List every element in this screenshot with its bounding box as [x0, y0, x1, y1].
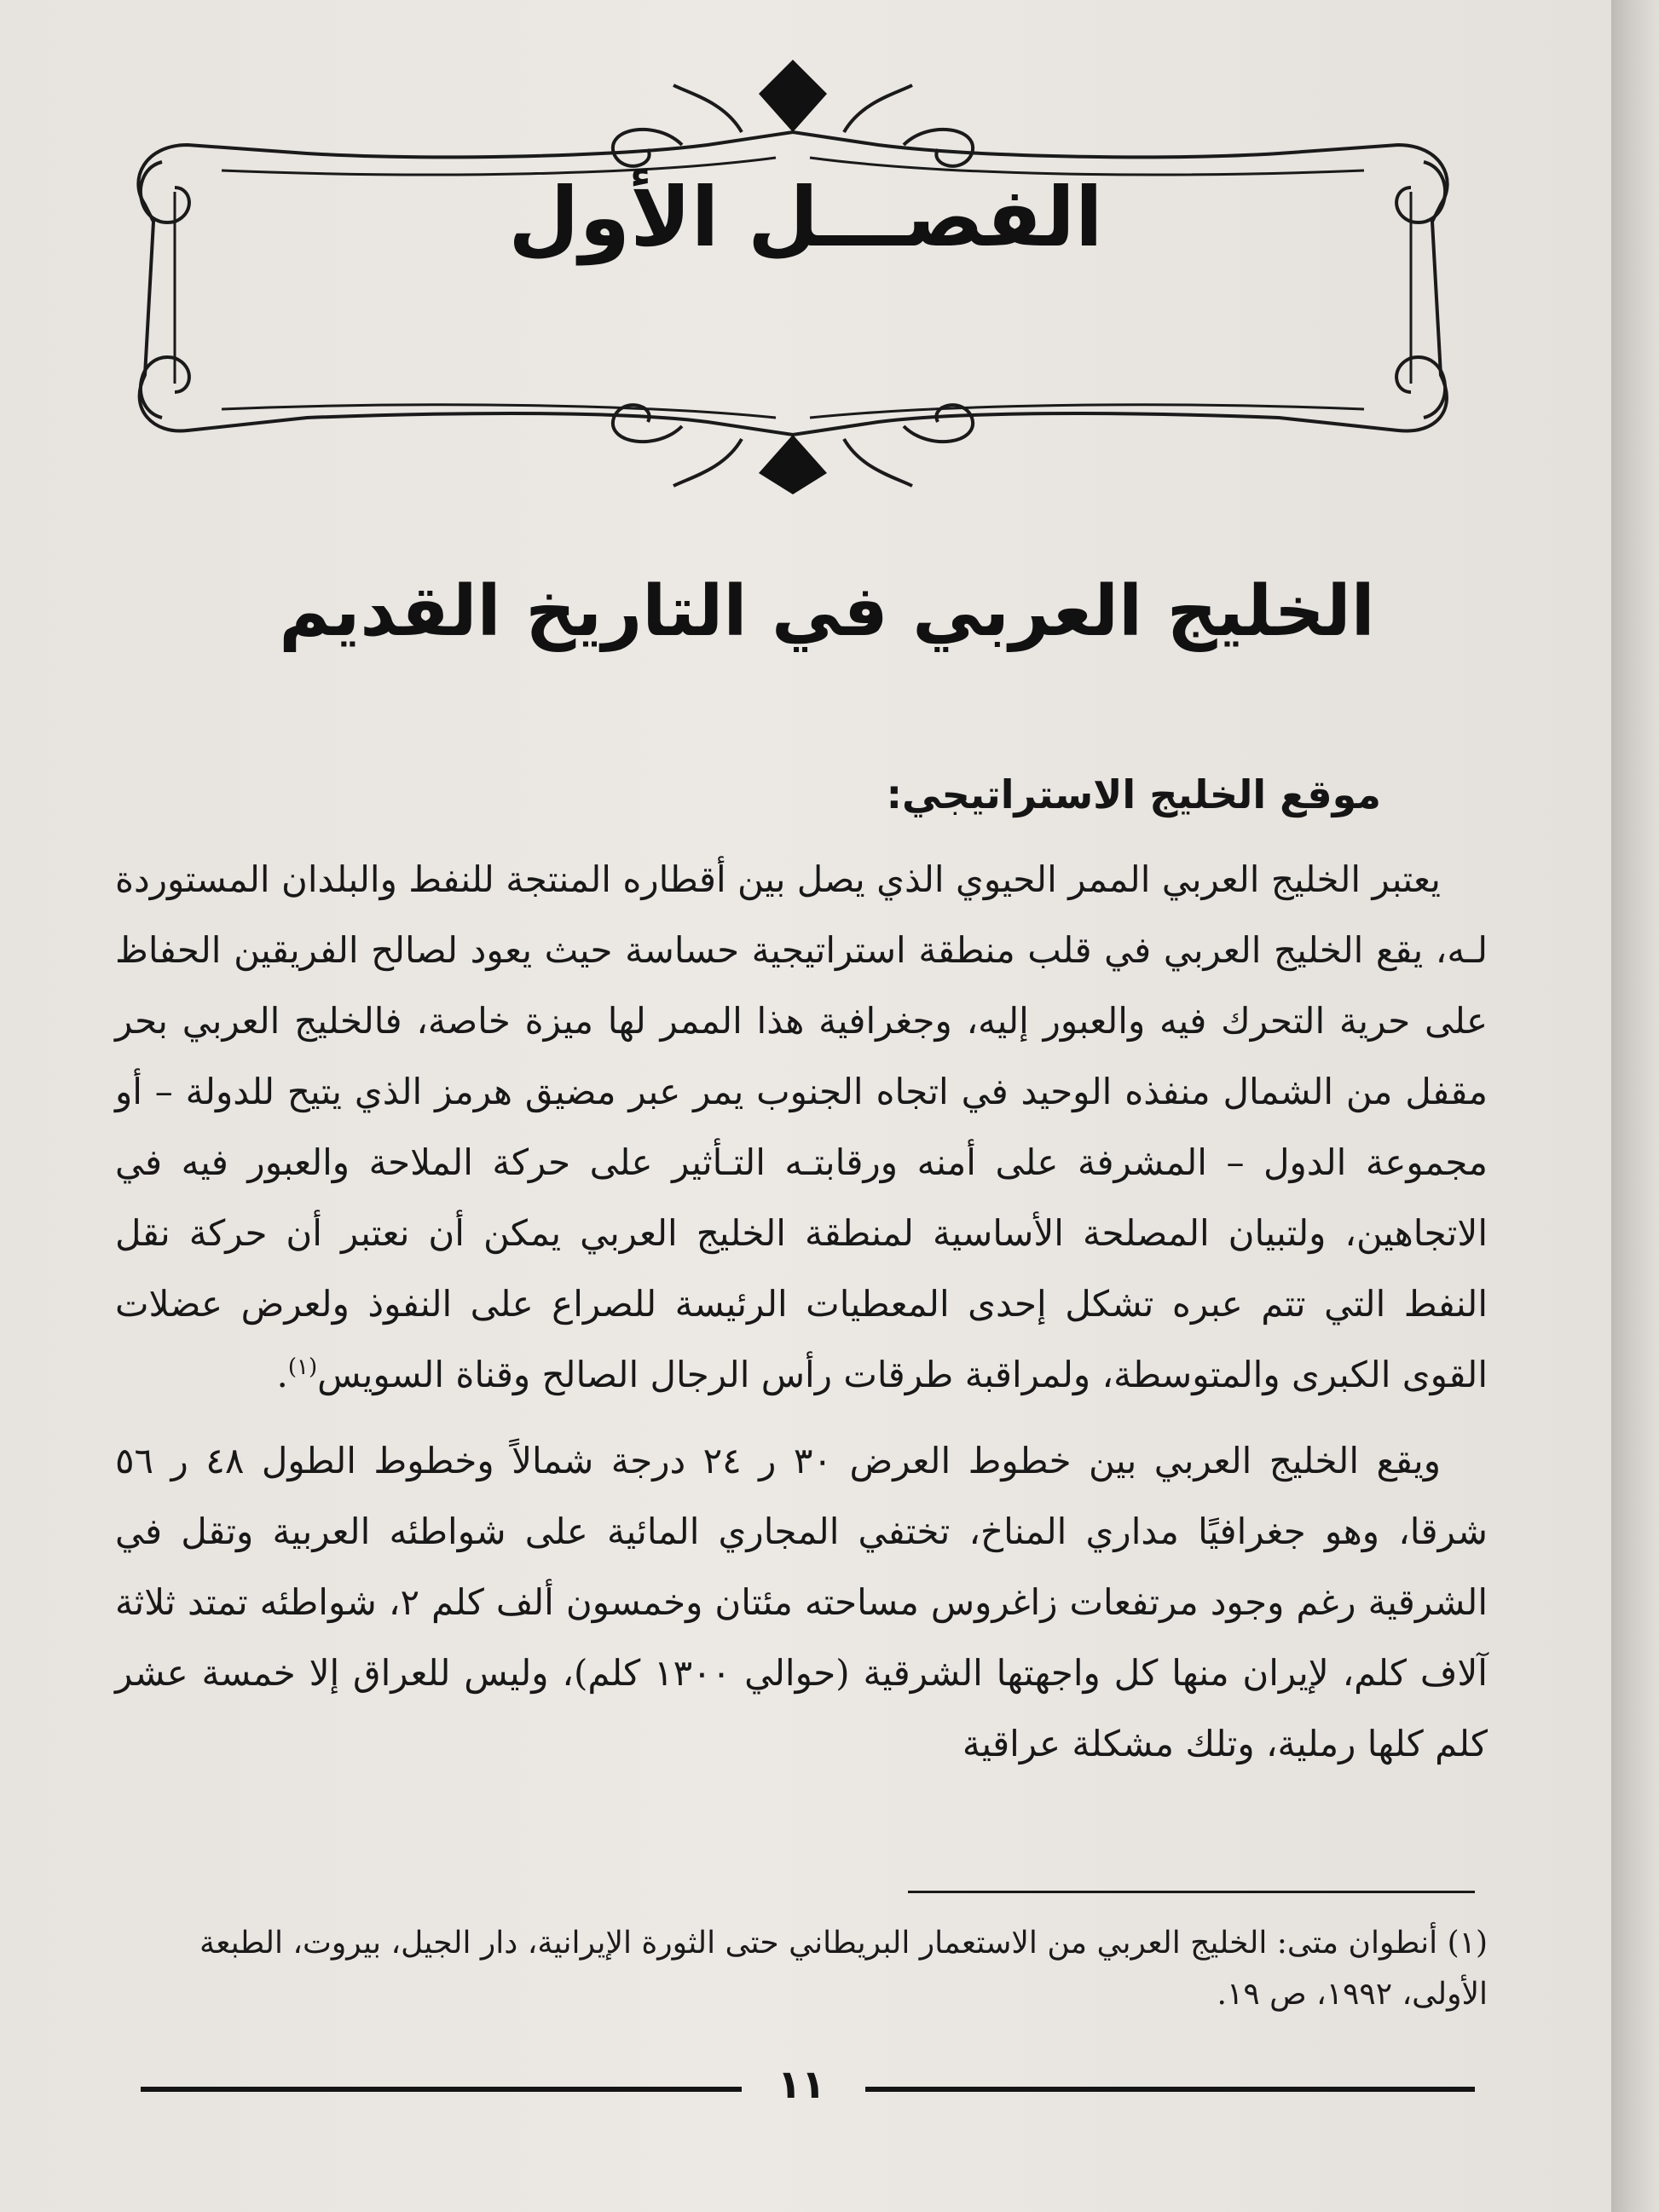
paragraph-text: يعتبر الخليج العربي الممر الحيوي الذي يصل بين أقطاره المنتجة للنفط والبلدان المستوردة لـه، يقع الخليج العربي في قلب منطقة استراتيجية حساسة حيث يعود لصالح الفريقين الحفاظ على حرية التحرك فيه والعبور إليه، وجغرافية هذا الممر لها ميزة خاصة، فالخليج العربي بحر مقفل من الشمال منفذه الوحيد في اتجاه الجنوب يمر عبر مضيق هرمز الذي يتيح للدولة – أو مجموعة الدول – المشرفة على أمنه ورقابتـه التـأثير على حركة الملاحة والعبور فيه في الاتجاهين، ولتبيان المصلحة الأساسية لمنطقة الخليج العربي يمكن أن نعتبر أن حركة نقل النفط التي تتم عبره تشكل إحدى المعطيات الرئيسة للصراع على النفوذ ولعرض عضلات القوى الكبرى والمتوسطة، ولمراقبة طرقات رأس الرجال الصالح وقناة السويس [115, 858, 1488, 1395]
section-heading: موقع الخليج الاستراتيجي: [886, 771, 1381, 817]
paragraph: ويقع الخليج العربي بين خطوط العرض ٣٠ ر ٢٤ درجة شمالاً وخطوط الطول ٤٨ ر ٥٦ شرقا، وهو جغرافيًا مداري المناخ، تختفي المجاري المائية على شواطئه العربية وتقل في الشرقية رغم وجود مرتفعات زاغروس مساحته مئتان وخمسون ألف كلم ٢، شواطئه تمتد ثلاثة آلاف كلم، لإيران منها كل واجهتها الشرقية (حوالي ١٣٠٠ كلم)، وليس للعراق إلا خمسة عشر كلم كلها رملية، وتلك مشكلة عراقية [115, 1440, 1488, 1764]
paragraph: يعتبر الخليج العربي الممر الحيوي الذي يصل بين أقطاره المنتجة للنفط والبلدان المستوردة لـه، يقع الخليج العربي في قلب منطقة استراتيجية حساسة حيث يعود لصالح الفريقين الحفاظ على حرية التحرك فيه والعبور إليه، وجغرافية هذا الممر لها ميزة خاصة، فالخليج العربي بحر مقفل من الشمال منفذه الوحيد في اتجاه الجنوب يمر عبر مضيق هرمز الذي يتيح للدولة – أو مجموعة الدول – المشرفة على أمنه ورقابتـه التـأثير على حركة الملاحة والعبور فيه في الاتجاهين، ولتبيان المصلحة الأساسية لمنطقة الخليج العربي يمكن أن نعتبر أن حركة نقل النفط التي تتم عبره تشكل إحدى المعطيات الرئيسة للصراع على النفوذ ولعرض عضلات القوى الكبرى والمتوسطة، ولمراقبة طرقات رأس الرجال الصالح وقناة السويس$^{(١)}$. [115, 858, 1488, 1395]
footnote-rule [908, 1891, 1475, 1893]
main-title: الخليج العربي في التاريخ القديم [279, 571, 1375, 652]
page-edge [1611, 0, 1659, 2212]
footnote-marker: (١) [287, 1354, 318, 1380]
body-text [115, 844, 1488, 1779]
page-number: ١١ [777, 2061, 826, 2107]
chapter-title: الفصـــل الأول [508, 170, 1103, 265]
page-rule-right [865, 2087, 1475, 2092]
page-rule-left [141, 2087, 742, 2092]
footnote: (١) أنطوان متى: الخليج العربي من الاستعمار البريطاني حتى الثورة الإيرانية، دار الجيل، بيروت، الطبعة الأولى، ١٩٩٢، ص ١٩. [199, 1926, 1488, 2012]
